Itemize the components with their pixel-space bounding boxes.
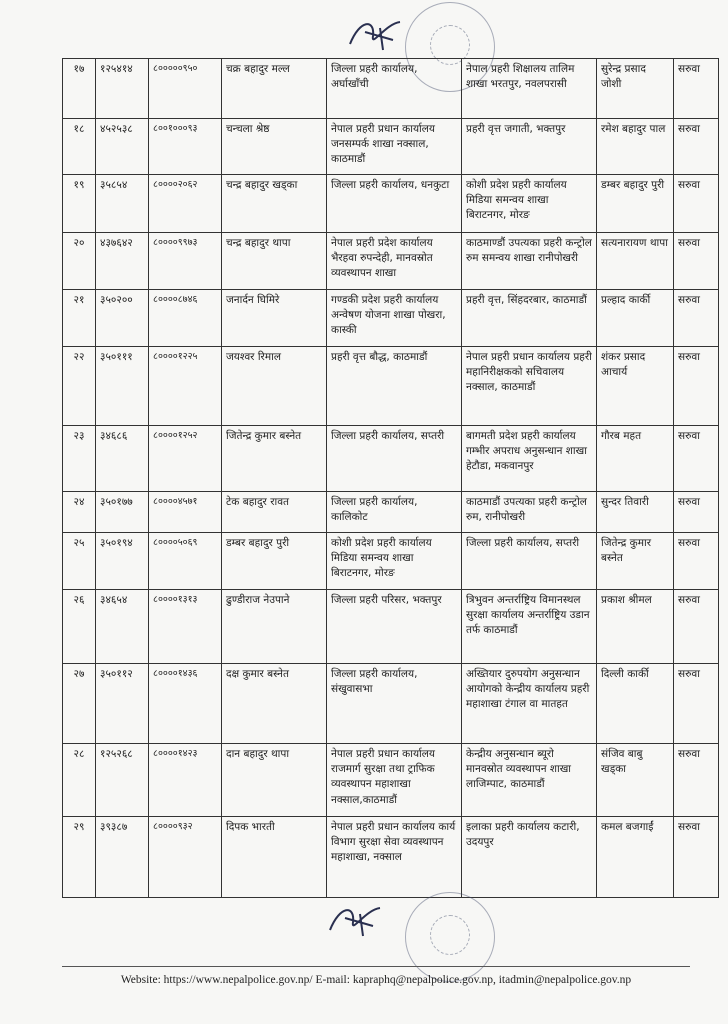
- current-office-cell: जिल्ला प्रहरी कार्यालय, धनकुटा: [327, 175, 462, 233]
- remark-cell: सरुवा: [674, 426, 719, 492]
- footer-divider: [62, 966, 690, 967]
- employee-name-cell: चक्र बहादुर मल्ल: [222, 59, 327, 119]
- replacement-name-cell: प्रल्हाद कार्की: [597, 290, 674, 347]
- replacement-name-cell: सुन्दर तिवारी: [597, 492, 674, 533]
- serial-number-cell: १८: [63, 119, 96, 175]
- police-id-cell: ३४६८६: [96, 426, 149, 492]
- remark-cell: सरुवा: [674, 817, 719, 898]
- current-office-cell: जिल्ला प्रहरी परिसर, भक्तपुर: [327, 590, 462, 664]
- current-office-cell: कोशी प्रदेश प्रहरी कार्यालय मिडिया समन्वय शाखा बिराटनगर, मोरङ: [327, 533, 462, 590]
- police-id-cell: ३५०१७७: [96, 492, 149, 533]
- police-id-cell: ४३७६४२: [96, 233, 149, 290]
- employee-name-cell: दक्ष कुमार बस्नेत: [222, 664, 327, 744]
- police-id-cell: ३५०२००: [96, 290, 149, 347]
- current-office-cell: जिल्ला प्रहरी कार्यालय, कालिकोट: [327, 492, 462, 533]
- remark-cell: सरुवा: [674, 664, 719, 744]
- code-number-cell: ८००००१२२५: [149, 347, 222, 426]
- current-office-cell: नेपाल प्रहरी प्रधान कार्यालय राजमार्ग सुरक्षा तथा ट्राफिक व्यवस्थापन महाशाखा नक्साल,काठमाडौं: [327, 744, 462, 817]
- replacement-name-cell: संजिव बाबु खड्का: [597, 744, 674, 817]
- footer-contact: Website: https://www.nepalpolice.gov.np/ E-mail: kapraphq@nepalpolice.gov.np, itadmin@nepalpolice.gov.np: [120, 974, 632, 986]
- new-office-cell: काठमाडौं उपत्यका प्रहरी कन्ट्रोल रुम, रानीपोखरी: [462, 492, 597, 533]
- current-office-cell: नेपाल प्रहरी प्रधान कार्यालय कार्य विभाग सुरक्षा सेवा व्यवस्थापन महाशाखा, नक्साल: [327, 817, 462, 898]
- employee-name-cell: चन्चला श्रेष्ठ: [222, 119, 327, 175]
- replacement-name-cell: प्रकाश श्रीमल: [597, 590, 674, 664]
- code-number-cell: ८००००८७४६: [149, 290, 222, 347]
- code-number-cell: ८००००२०६२: [149, 175, 222, 233]
- remark-cell: सरुवा: [674, 590, 719, 664]
- remark-cell: सरुवा: [674, 533, 719, 590]
- remark-cell: सरुवा: [674, 59, 719, 119]
- current-office-cell: गण्डकी प्रदेश प्रहरी कार्यालय अन्वेषण योजना शाखा पोखरा, कास्की: [327, 290, 462, 347]
- table-row: [63, 426, 719, 492]
- table-row: [63, 233, 719, 290]
- code-number-cell: ८००००९३२: [149, 817, 222, 898]
- table-row: [63, 492, 719, 533]
- code-number-cell: ८०००००९५०: [149, 59, 222, 119]
- new-office-cell: केन्द्रीय अनुसन्धान ब्यूरो मानवस्रोत व्यवस्थापन शाखा लाजिम्पाट, काठमाडौं: [462, 744, 597, 817]
- remark-cell: सरुवा: [674, 119, 719, 175]
- new-office-cell: अख्तियार दुरुपयोग अनुसन्धान आयोगको केन्द्रीय कार्यालय प्रहरी महाशाखा टंगाल वा मातहत: [462, 664, 597, 744]
- table-row: [63, 59, 719, 119]
- replacement-name-cell: दिल्ली कार्की: [597, 664, 674, 744]
- serial-number-cell: २२: [63, 347, 96, 426]
- current-office-cell: जिल्ला प्रहरी कार्यालय, अर्घाखाँची: [327, 59, 462, 119]
- serial-number-cell: १९: [63, 175, 96, 233]
- new-office-cell: कोशी प्रदेश प्रहरी कार्यालय मिडिया समन्वय शाखा बिराटनगर, मोरङ: [462, 175, 597, 233]
- table-row: [63, 817, 719, 898]
- remark-cell: सरुवा: [674, 233, 719, 290]
- employee-name-cell: चन्द्र बहादुर थापा: [222, 233, 327, 290]
- employee-name-cell: दान बहादुर थापा: [222, 744, 327, 817]
- new-office-cell: बागमती प्रदेश प्रहरी कार्यालय गम्भीर अपराध अनुसन्धान शाखा हेटौडा, मकवानपुर: [462, 426, 597, 492]
- replacement-name-cell: डम्बर बहादुर पुरी: [597, 175, 674, 233]
- table-row: [63, 290, 719, 347]
- employee-name-cell: चन्द्र बहादुर खड्का: [222, 175, 327, 233]
- new-office-cell: जिल्ला प्रहरी कार्यालय, सप्तरी: [462, 533, 597, 590]
- current-office-cell: नेपाल प्रहरी प्रदेश कार्यालय भैरहवा रुपन्देही, मानवस्रोत व्यवस्थापन शाखा: [327, 233, 462, 290]
- replacement-name-cell: रमेश बहादुर पाल: [597, 119, 674, 175]
- remark-cell: सरुवा: [674, 744, 719, 817]
- police-id-cell: १२५२६८: [96, 744, 149, 817]
- remark-cell: सरुवा: [674, 175, 719, 233]
- code-number-cell: ८००००१३१३: [149, 590, 222, 664]
- current-office-cell: प्रहरी वृत्त बौद्ध, काठमाडौं: [327, 347, 462, 426]
- new-office-cell: प्रहरी वृत्त, सिंहदरबार, काठमाडौं: [462, 290, 597, 347]
- table-row: [63, 664, 719, 744]
- current-office-cell: जिल्ला प्रहरी कार्यालय, सप्तरी: [327, 426, 462, 492]
- replacement-name-cell: कमल बजगाईं: [597, 817, 674, 898]
- table-row: [63, 533, 719, 590]
- police-id-cell: ३५८५४: [96, 175, 149, 233]
- table-row: [63, 175, 719, 233]
- code-number-cell: ८००००१२५२: [149, 426, 222, 492]
- serial-number-cell: २७: [63, 664, 96, 744]
- employee-name-cell: जितेन्द्र कुमार बस्नेत: [222, 426, 327, 492]
- police-id-cell: ३४६५४: [96, 590, 149, 664]
- replacement-name-cell: जितेन्द्र कुमार बस्नेत: [597, 533, 674, 590]
- serial-number-cell: २८: [63, 744, 96, 817]
- new-office-cell: नेपाल प्रहरी शिक्षालय तालिम शाखा भरतपुर, नवलपरासी: [462, 59, 597, 119]
- table-row: [63, 119, 719, 175]
- employee-name-cell: दिपक भारती: [222, 817, 327, 898]
- police-id-cell: ४५२५३८: [96, 119, 149, 175]
- police-id-cell: ३९३८७: [96, 817, 149, 898]
- code-number-cell: ८००००४५७१: [149, 492, 222, 533]
- employee-name-cell: जनार्दन घिमिरे: [222, 290, 327, 347]
- code-number-cell: ८००००९९७३: [149, 233, 222, 290]
- serial-number-cell: २४: [63, 492, 96, 533]
- employee-name-cell: जयश्वर रिमाल: [222, 347, 327, 426]
- police-id-cell: १२५४१४: [96, 59, 149, 119]
- police-id-cell: ३५०११२: [96, 664, 149, 744]
- remark-cell: सरुवा: [674, 492, 719, 533]
- serial-number-cell: २६: [63, 590, 96, 664]
- police-id-cell: ३५०१९४: [96, 533, 149, 590]
- employee-name-cell: ढुण्डीराज नेउपाने: [222, 590, 327, 664]
- remark-cell: सरुवा: [674, 347, 719, 426]
- replacement-name-cell: सत्यनारायण थापा: [597, 233, 674, 290]
- table-row: [63, 590, 719, 664]
- code-number-cell: ८००००१४२३: [149, 744, 222, 817]
- table-row: [63, 347, 719, 426]
- new-office-cell: नेपाल प्रहरी प्रधान कार्यालय प्रहरी महानिरीक्षकको सचिवालय नक्साल, काठमाडौं: [462, 347, 597, 426]
- official-seal-bottom: [405, 892, 495, 982]
- current-office-cell: जिल्ला प्रहरी कार्यालय, संखुवासभा: [327, 664, 462, 744]
- replacement-name-cell: गौरब महत: [597, 426, 674, 492]
- serial-number-cell: १७: [63, 59, 96, 119]
- serial-number-cell: २१: [63, 290, 96, 347]
- code-number-cell: ८००१०००९३: [149, 119, 222, 175]
- new-office-cell: त्रिभुवन अन्तर्राष्ट्रिय विमानस्थल सुरक्षा कार्यालय अन्तर्राष्ट्रिय उडान तर्फ काठमाडौं: [462, 590, 597, 664]
- signature-bottom: [325, 900, 395, 940]
- employee-name-cell: डम्बर बहादुर पुरी: [222, 533, 327, 590]
- new-office-cell: इलाका प्रहरी कार्यालय कटारी, उदयपुर: [462, 817, 597, 898]
- serial-number-cell: २३: [63, 426, 96, 492]
- new-office-cell: काठमाण्डौं उपत्यका प्रहरी कन्ट्रोल रुम समन्वय शाखा रानीपोखरी: [462, 233, 597, 290]
- serial-number-cell: २०: [63, 233, 96, 290]
- police-id-cell: ३५०१११: [96, 347, 149, 426]
- remark-cell: सरुवा: [674, 290, 719, 347]
- replacement-name-cell: शंकर प्रसाद आचार्य: [597, 347, 674, 426]
- code-number-cell: ८००००१४३६: [149, 664, 222, 744]
- employee-name-cell: टेक बहादुर रावत: [222, 492, 327, 533]
- table-row: [63, 744, 719, 817]
- current-office-cell: नेपाल प्रहरी प्रधान कार्यालय जनसम्पर्क शाखा नक्साल, काठमाडौं: [327, 119, 462, 175]
- code-number-cell: ८००००५०६९: [149, 533, 222, 590]
- replacement-name-cell: सुरेन्द्र प्रसाद जोशी: [597, 59, 674, 119]
- transfer-table: [62, 58, 719, 898]
- new-office-cell: प्रहरी वृत्त जगाती, भक्तपुर: [462, 119, 597, 175]
- serial-number-cell: २५: [63, 533, 96, 590]
- serial-number-cell: २९: [63, 817, 96, 898]
